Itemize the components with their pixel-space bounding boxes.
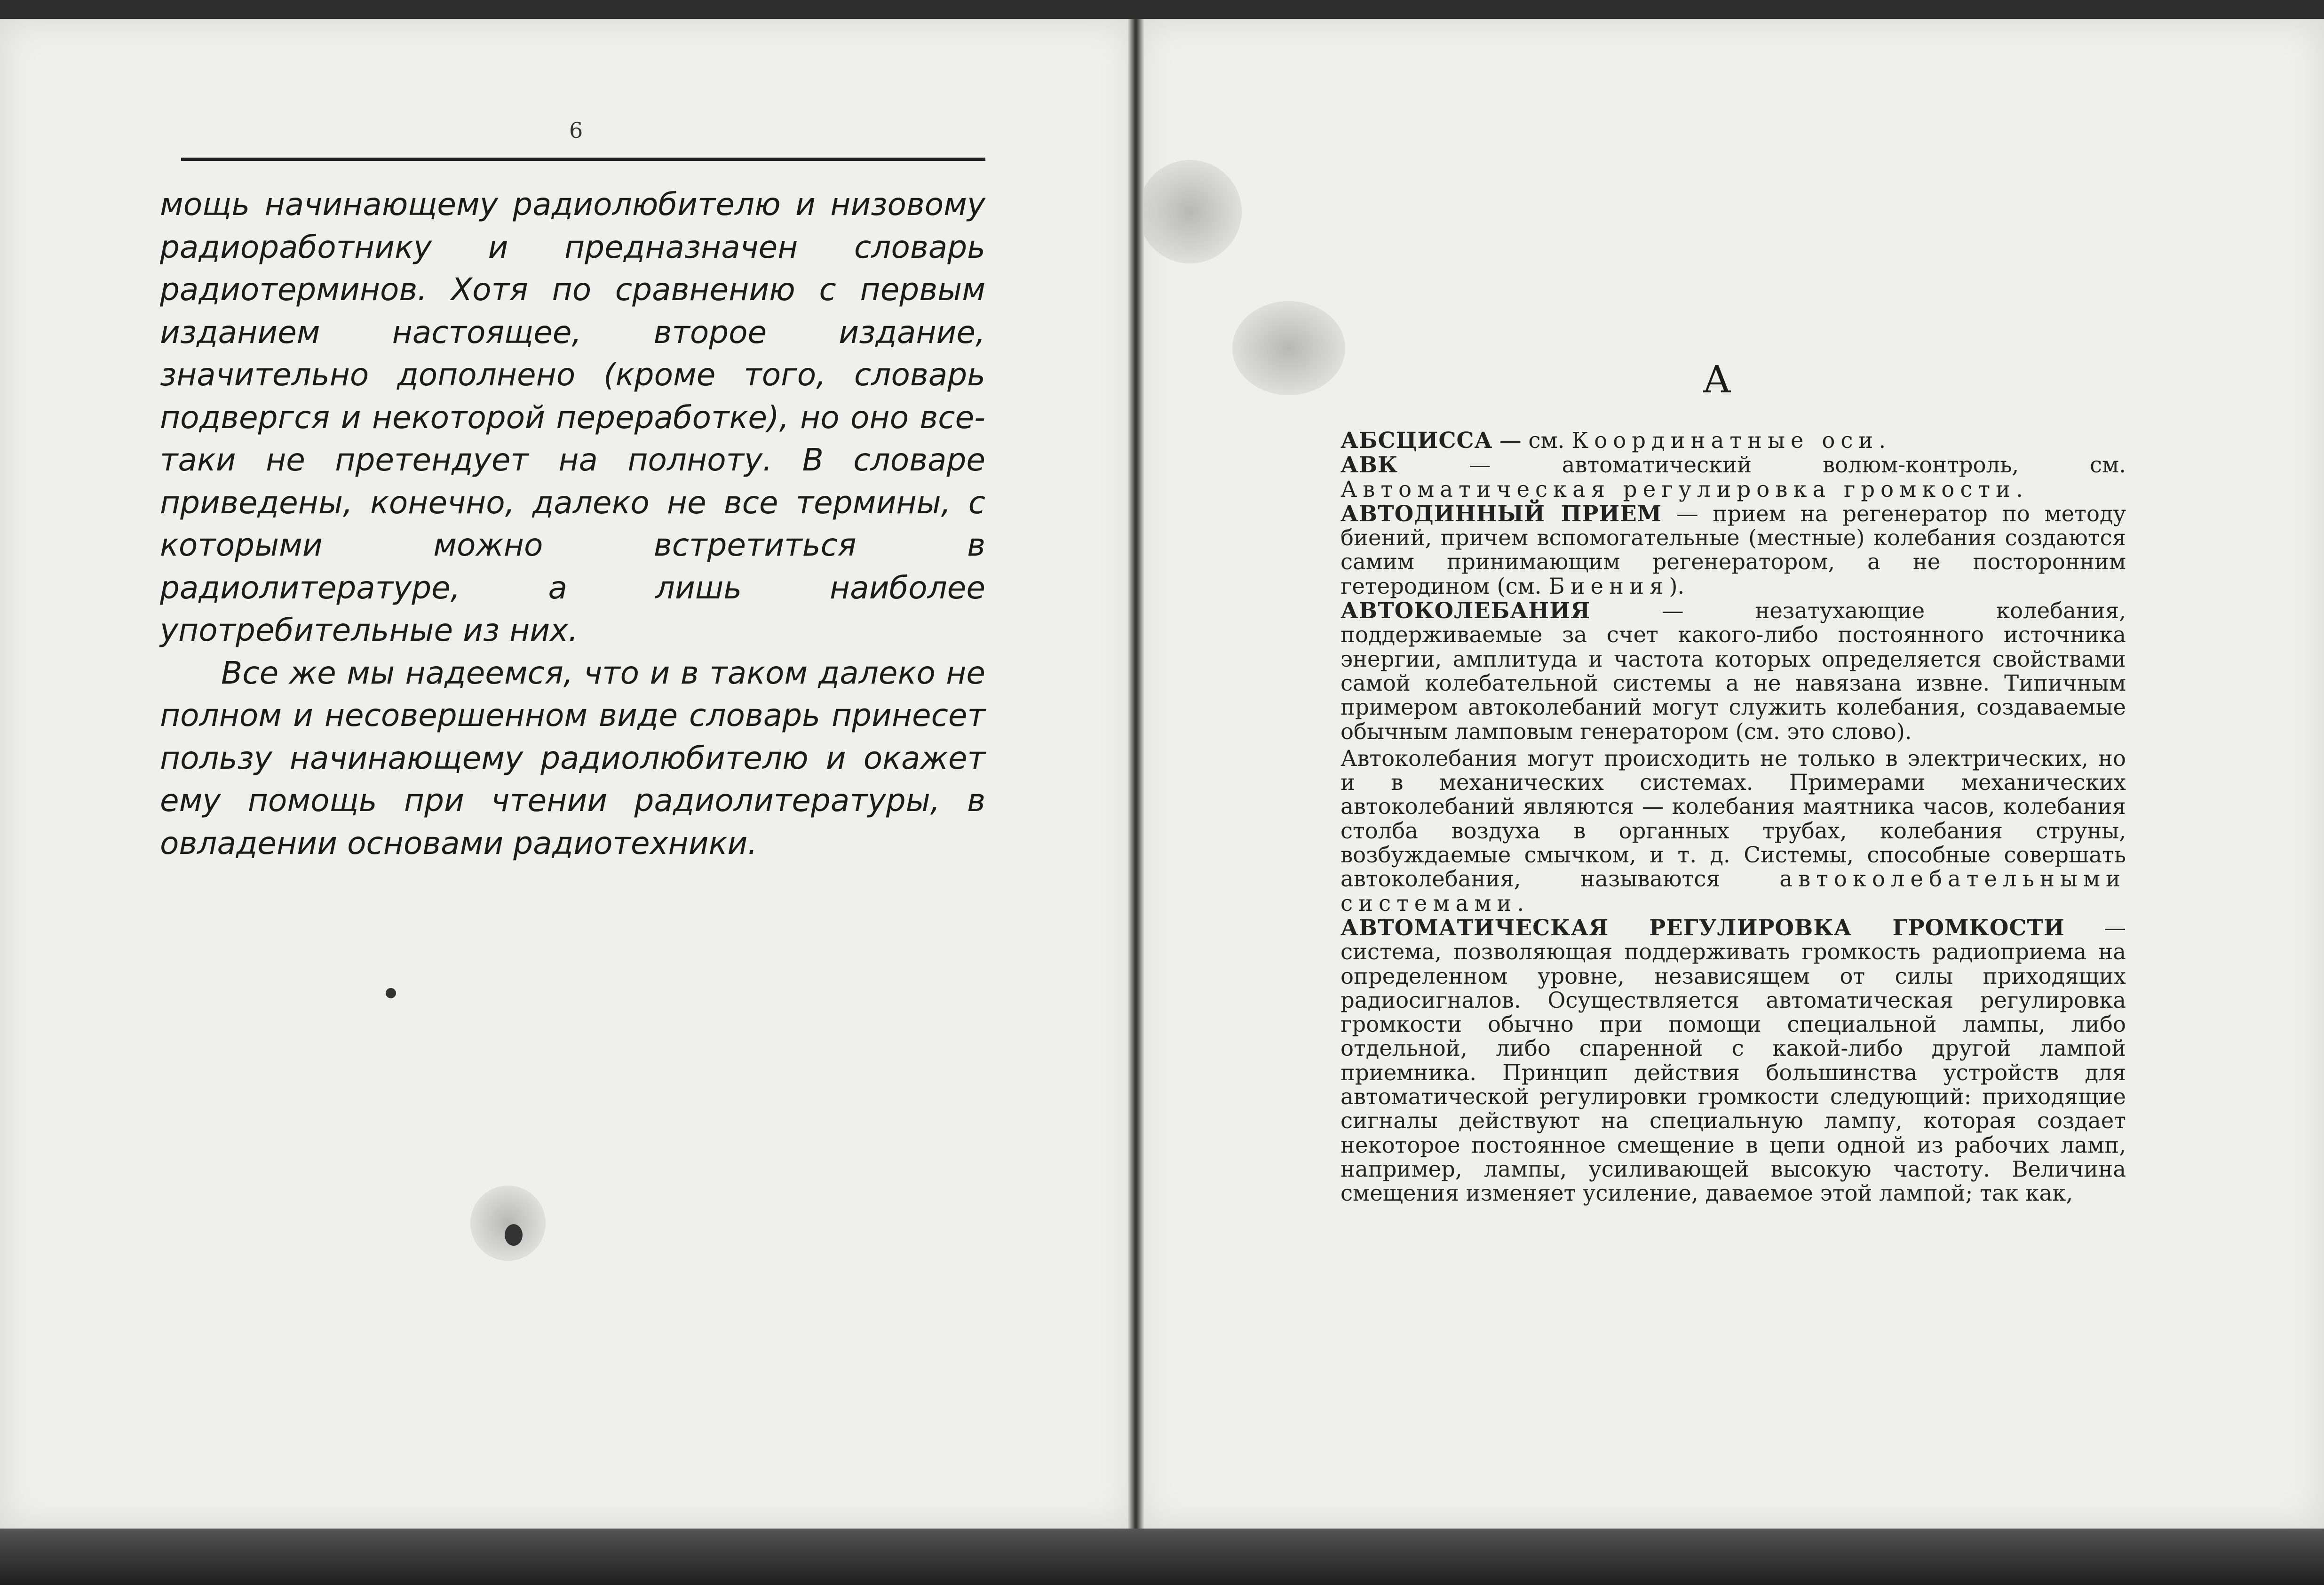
entry-text: — система, позволяющая поддерживать громкость радиоприема на определенном уровне, независящем от силы приходящих радиосигналов. Осуществляется автоматическая регулировка громкости обычно при помощи специальной лампы, либо отдельной, либо спаренной с какой-либо другой лампой приемника. Принцип действия большинства устройств для автоматической регулировки громкости следующий: приходящие сигналы действуют на специальную лампу, которая создает некоторое постоянное смещение в цепи одной из рабочих ламп, например, лампы, усиливающей высокую частоту. Величина смещения изменяет усиление, даваемое этой лампой; так как, bbox=[1340, 915, 2126, 1206]
entry-term: АВТОМАТИЧЕСКАЯ РЕГУЛИРОВКА ГРОМКОСТИ bbox=[1340, 914, 2065, 940]
paragraph: мощь начинающему радиолюбителю и низовому радиоработнику и предназначен словарь радиотерминов. Хотя по сравнению с первым изданием настоящее, второе издание, значительно дополнено (кроме того, словарь подвергся и некоторой переработке), но оно все-таки не претендует на полноту. В словаре приведены, конечно, далеко не все термины, с которыми можно встретиться в радиолитературе, а лишь наиболее употребительные из них. bbox=[160, 186, 985, 648]
entry-term: АВТОДИННЫЙ ПРИЕМ bbox=[1340, 500, 1662, 526]
entry-tail: . bbox=[1517, 890, 1524, 916]
stain bbox=[1138, 160, 1242, 263]
entry-reference: автоколебательными системами bbox=[1340, 866, 2126, 916]
dictionary-entries bbox=[1340, 428, 2126, 1206]
header-rule bbox=[181, 158, 985, 161]
speck bbox=[505, 1224, 523, 1246]
section-letter: А bbox=[1703, 358, 1731, 401]
entry-reference: Автоматическая регулировка громкости. bbox=[1340, 476, 2029, 502]
entry-text: — незатухающие колебания, поддерживаемые за счет какого-либо постоянного источника энергии, амплитуда и частота которых определяется свойствами самой колебательной системы а не навязана извне. Типичным примером автоколебаний могут служить колебания, создаваемые обычным ламповым генератором (см. это слово). bbox=[1340, 598, 2126, 744]
dictionary-entry-continuation bbox=[1340, 747, 2126, 916]
book-gutter bbox=[1128, 19, 1144, 1529]
entry-text: Автоколебания могут происходить не только в электрических, но и в механических системах. Примерами механических автоколебаний являются — колебания маятника часов, колебания столба воздуха в органных трубах, колебания струны, возбуждаемые смычком, и т. д. Системы, способные совершать автоколебания, называются bbox=[1340, 745, 2126, 892]
paragraph: Все же мы надеемся, что и в таком далеко не полном и несовершенном виде словарь принесет пользу начинающему радиолюбителю и окажет ему помощь при чтении радиолитературы, в овладении основами радиотехники. bbox=[160, 654, 985, 861]
entry-term: АВК bbox=[1340, 452, 1398, 478]
dictionary-entry bbox=[1340, 453, 2126, 502]
left-page-text bbox=[160, 183, 985, 865]
stain bbox=[1232, 301, 1345, 395]
scan-bottom-edge bbox=[0, 1529, 2324, 1585]
stain bbox=[470, 1186, 546, 1261]
entry-reference: Координатные оси. bbox=[1571, 428, 1892, 453]
entry-text: — прием на регенератор по методу биений, причем вспомогательные (местные) колебания создаются самим принимающим регенератором, а не посторонним гетеродином (см. bbox=[1340, 501, 2126, 599]
entry-term: АБСЦИССА bbox=[1340, 427, 1493, 453]
entry-term: АВТОКОЛЕБАНИЯ bbox=[1340, 597, 1591, 624]
entry-tail: ). bbox=[1669, 573, 1685, 599]
page-number: 6 bbox=[569, 118, 583, 143]
dictionary-entry bbox=[1340, 502, 2126, 598]
entry-reference: Биения bbox=[1548, 573, 1669, 599]
dictionary-entry bbox=[1340, 598, 2126, 744]
entry-text: — автоматический волюм-контроль, см. bbox=[1398, 452, 2126, 478]
speck bbox=[386, 988, 396, 998]
dictionary-entry bbox=[1340, 916, 2126, 1206]
entry-text: — см. bbox=[1492, 428, 1572, 453]
dictionary-entry bbox=[1340, 428, 2126, 453]
